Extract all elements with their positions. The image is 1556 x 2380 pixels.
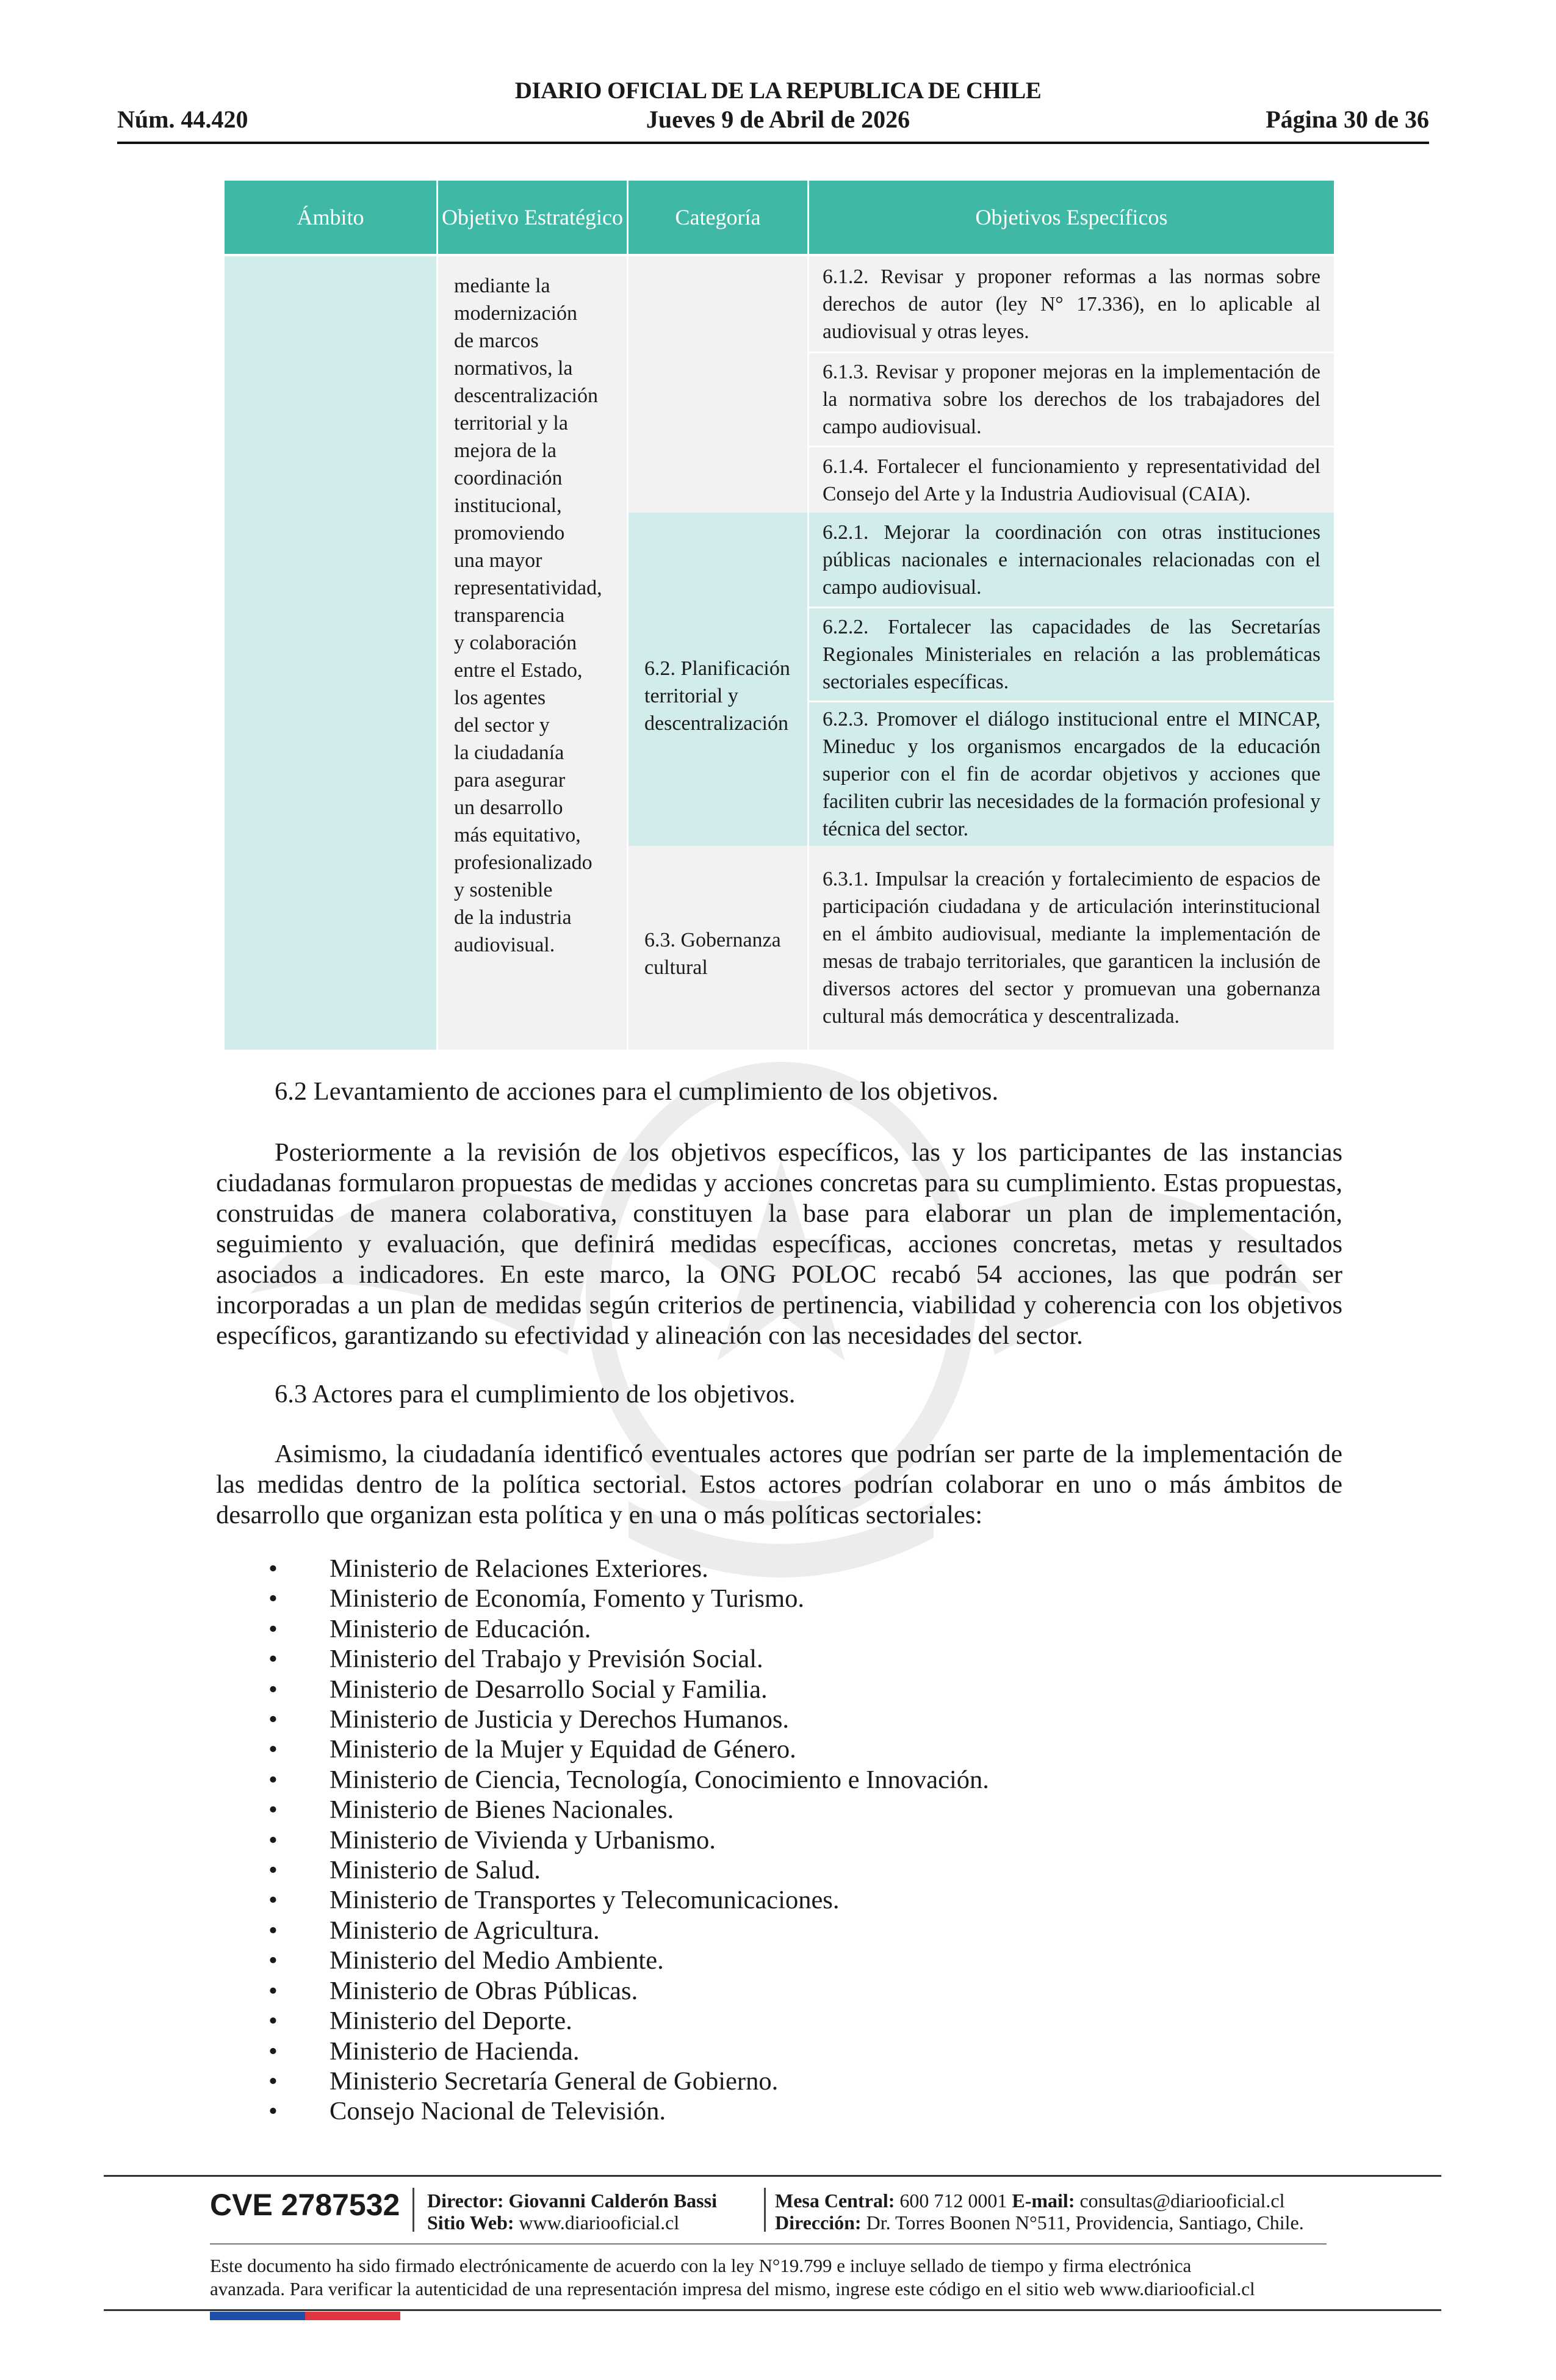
objetivo-line: los agentes (454, 687, 546, 709)
objetivo-line: descentralización (454, 384, 598, 407)
newspaper-title: DIARIO OFICIAL DE LA REPUBLICA DE CHILE (514, 78, 1042, 104)
list-item (268, 1554, 989, 1584)
objetivo-especifico-text: 6.2.3. Promover el diálogo institucional entre el MINCAP, Mineduc y los organismos encargados de la educación superior con el fin de acordar objetivos y acciones que faciliten cubrir las necesidades de la formación profesional y técnica del sector. (823, 708, 1320, 840)
list-item-text: Ministerio de Bienes Nacionales. (330, 1795, 674, 1825)
categoria-6-1-cell (629, 256, 807, 513)
list-item (268, 1976, 989, 2006)
col-header-ambito: Ámbito (225, 181, 438, 254)
objetivo-line: modernización (454, 302, 578, 325)
objetivo-line: normativos, la (454, 357, 573, 380)
list-item-text: Consejo Nacional de Televisión. (330, 2097, 666, 2126)
website-link[interactable]: www.diariooficial.cl (519, 2212, 680, 2234)
objetivo-especifico-row (809, 352, 1334, 445)
bullet-icon: • (268, 1946, 278, 1975)
objetivo-line: un desarrollo (454, 796, 563, 819)
cve-code: CVE 2787532 (210, 2188, 400, 2222)
list-item (268, 1614, 989, 1644)
bullet-icon: • (268, 1795, 278, 1825)
list-item (268, 1795, 989, 1825)
list-item-text: Ministerio de Ciencia, Tecnología, Conocimiento e Innovación. (330, 1765, 989, 1794)
objetivo-line: mejora de la (454, 439, 557, 462)
list-item-text: Ministerio de Hacienda. (330, 2036, 580, 2066)
col-header-categoria: Categoría (629, 181, 809, 254)
bullet-icon: • (268, 1645, 278, 1674)
footer-director-block (427, 2190, 717, 2234)
bullet-icon: • (268, 1705, 278, 1734)
objetivo-line: del sector y (454, 714, 550, 737)
bullet-icon: • (268, 1584, 278, 1614)
list-item (268, 1855, 989, 1885)
email-link[interactable]: consultas@diariooficial.cl (1079, 2190, 1285, 2212)
list-item-text: Ministerio de Relaciones Exteriores. (330, 1554, 708, 1583)
paragraph: Asimismo, la ciudadanía identificó eventuales actores que podrían ser parte de la implementación de las medidas dentro de la política sectorial. Estos actores podrían colaborar en uno o más ámbitos de desarrollo que organizan esta política y en una o más políticas sectoriales: (216, 1440, 1342, 1529)
col-header-especificos: Objetivos Específicos (809, 181, 1334, 254)
website-label: Sitio Web: (427, 2212, 514, 2234)
objetivo-estrategico-cell (438, 256, 627, 1050)
objetivo-especifico-text: 6.2.2. Fortalecer las capacidades de las Secretarías Regionales Ministeriales en relación a las problemáticas sectoriales específicas. (823, 616, 1320, 693)
objetivo-line: territorial y la (454, 412, 568, 435)
direccion-label: Dirección: (775, 2212, 862, 2234)
objetivo-line: y colaboración (454, 632, 577, 654)
section-6-2 (216, 1076, 1342, 1107)
list-item-text: Ministerio de Desarrollo Social y Familia. (330, 1675, 768, 1704)
bullet-icon: • (268, 2036, 278, 2066)
objetivo-line: promoviendo (454, 522, 565, 544)
objetivo-especifico-text: 6.2.1. Mejorar la coordinación con otras instituciones públicas nacionales e internacionales relacionadas con el campo audiovisual. (823, 521, 1320, 599)
footer-contact-block (775, 2190, 1304, 2234)
signature-note-line: Este documento ha sido firmado electrónicamente de acuerdo con la ley N°19.799 e incluye sellado de tiempo y firma electrónica (210, 2255, 1192, 2276)
section-6-3-paragraph (216, 1439, 1342, 1531)
objetivo-line: coordinación (454, 467, 563, 489)
issue-number: Núm. 44.420 (117, 106, 248, 133)
actors-list (268, 1554, 989, 2127)
objetivo-line: profesionalizado (454, 851, 593, 874)
objectives-table (225, 181, 1334, 1050)
objetivo-line: representatividad, (454, 577, 602, 599)
objetivo-line: una mayor (454, 549, 542, 572)
objetivo-especifico-row (809, 445, 1334, 513)
bullet-icon: • (268, 1916, 278, 1945)
ambito-cell (225, 256, 436, 1050)
bullet-icon: • (268, 1554, 278, 1583)
section-heading-6-2: 6.2 Levantamiento de acciones para el cumplimiento de los objetivos. (275, 1077, 999, 1106)
section-6-3 (216, 1379, 1342, 1410)
categoria-label: 6.3. Gobernanza cultural (644, 929, 781, 979)
objetivo-especifico-row (809, 256, 1334, 352)
categoria-label: 6.2. Planificación territorial y descentralización (644, 657, 790, 735)
bullet-icon: • (268, 1675, 278, 1704)
list-item-text: Ministerio de Vivienda y Urbanismo. (330, 1825, 716, 1855)
objetivo-especifico-row (809, 607, 1334, 701)
objetivo-especifico-row (809, 846, 1334, 1050)
footer-bottom-divider (104, 2309, 1441, 2311)
list-item-text: Ministerio de la Mujer y Equidad de Género. (330, 1735, 796, 1764)
bullet-icon: • (268, 2007, 278, 2036)
bullet-icon: • (268, 2097, 278, 2126)
footer-separator (764, 2188, 766, 2232)
list-item (268, 1644, 989, 1674)
objetivo-line: transparencia (454, 604, 565, 627)
list-item (268, 1584, 989, 1614)
objetivo-especifico-row (809, 513, 1334, 607)
bullet-icon: • (268, 1856, 278, 1885)
flag-stripe-blue (210, 2312, 305, 2320)
list-item (268, 1675, 989, 1704)
bullet-icon: • (268, 1614, 278, 1643)
mesa-central-label: Mesa Central: (775, 2190, 895, 2212)
list-item-text: Ministerio de Agricultura. (330, 1916, 600, 1945)
objetivo-especifico-text: 6.1.4. Fortalecer el funcionamiento y representatividad del Consejo del Arte y la Industria Audiovisual (CAIA). (823, 455, 1320, 505)
header-divider (117, 142, 1429, 144)
objetivo-line: la ciudadanía (454, 741, 564, 764)
list-item-text: Ministerio de Salud. (330, 1856, 541, 1885)
objetivo-line: mediante la (454, 275, 550, 297)
col-header-objetivo: Objetivo Estratégico (438, 181, 629, 254)
objetivo-line: audiovisual. (454, 934, 555, 956)
email-label: E-mail: (1012, 2190, 1075, 2212)
director-label: Director: (427, 2190, 504, 2212)
list-item-text: Ministerio del Deporte. (330, 2007, 572, 2036)
list-item (268, 2096, 989, 2126)
objetivo-line: de la industria (454, 906, 572, 929)
footer-thin-divider (210, 2243, 1327, 2245)
bullet-icon: • (268, 1886, 278, 1915)
objetivo-especifico-row (809, 701, 1334, 846)
list-item (268, 2066, 989, 2096)
direccion-value: Dr. Torres Boonen N°511, Providencia, Santiago, Chile. (866, 2212, 1304, 2234)
signature-note (210, 2254, 1327, 2301)
list-item-text: Ministerio de Obras Públicas. (330, 1976, 638, 2005)
bullet-icon: • (268, 1735, 278, 1764)
objetivo-line: entre el Estado, (454, 659, 583, 682)
list-item-text: Ministerio de Justicia y Derechos Humanos. (330, 1705, 790, 1734)
paragraph: Posteriormente a la revisión de los objetivos específicos, las y los participantes de las instancias ciudadanas formularon propuestas de medidas y acciones concretas para su cumplimiento. Estas propuestas, construidas de manera colaborativa, constituyen la base para elaborar un plan de implementación, seguimiento y evaluación, que definirá medidas específicas, acciones concretas, metas y resultados asociados a indicadores. En este marco, la ONG POLOC recabó 54 acciones, las que podrán ser incorporadas a un plan de medidas según criterios de pertinencia, viabilidad y coherencia con los objetivos específicos, garantizando su efectividad y alineación con las necesidades del sector. (216, 1138, 1342, 1350)
list-item (268, 1734, 989, 1764)
list-item-text: Ministerio de Educación. (330, 1614, 591, 1643)
bullet-icon: • (268, 1765, 278, 1794)
list-item-text: Ministerio del Trabajo y Previsión Social. (330, 1645, 763, 1674)
footer-separator (412, 2188, 414, 2232)
objetivo-line: institucional, (454, 494, 562, 517)
list-item (268, 1765, 989, 1795)
objetivo-especifico-text: 6.1.2. Revisar y proponer reformas a las normas sobre derechos de autor (ley N° 17.336), en lo aplicable al audiovisual y otras leyes. (823, 265, 1320, 343)
list-item (268, 1945, 989, 1975)
list-item (268, 1885, 989, 1915)
list-item-text: Ministerio de Transportes y Telecomunicaciones. (330, 1886, 840, 1915)
objetivo-line: para asegurar (454, 769, 566, 792)
list-item (268, 2006, 989, 2036)
list-item (268, 1916, 989, 1945)
director-name: Giovanni Calderón Bassi (508, 2190, 717, 2212)
list-item (268, 1825, 989, 1855)
issue-date: Jueves 9 de Abril de 2026 (646, 106, 910, 133)
categoria-6-3-cell (629, 846, 807, 1050)
objetivo-line: de marcos (454, 330, 539, 352)
list-item (268, 1704, 989, 1734)
list-item-text: Ministerio del Medio Ambiente. (330, 1946, 664, 1975)
flag-stripe-red (305, 2312, 400, 2320)
list-item-text: Ministerio de Economía, Fomento y Turismo. (330, 1584, 804, 1614)
section-6-2-paragraph (216, 1138, 1342, 1351)
list-item (268, 2036, 989, 2066)
page-number: Página 30 de 36 (1266, 106, 1429, 133)
bullet-icon: • (268, 2066, 278, 2096)
objetivo-line: y sostenible (454, 879, 553, 901)
objetivo-line: más equitativo, (454, 824, 581, 846)
footer-divider (104, 2175, 1441, 2177)
objetivo-especifico-text: 6.3.1. Impulsar la creación y fortalecimiento de espacios de participación ciudadana y de articulación interinstitucional en el ámbito audiovisual, mediante la implementación de mesas de trabajo territoriales, que garanticen la inclusión de diversos actores del sector y promuevan una gobernanza cultural más democrática y descentralizada. (823, 868, 1320, 1028)
signature-note-line: avanzada. Para verificar la autenticidad de una representación impresa del mismo, ingrese este código en el sitio web www.diariooficial.cl (210, 2278, 1255, 2299)
mesa-central-phone: 600 712 0001 (899, 2190, 1007, 2212)
bullet-icon: • (268, 1825, 278, 1855)
bullet-icon: • (268, 1976, 278, 2005)
list-item-text: Ministerio Secretaría General de Gobierno. (330, 2066, 779, 2096)
section-heading-6-3: 6.3 Actores para el cumplimiento de los objetivos. (275, 1380, 796, 1408)
categoria-6-2-cell (629, 513, 807, 846)
objetivo-especifico-text: 6.1.3. Revisar y proponer mejoras en la implementación de la normativa sobre los derechos de los trabajadores del campo audiovisual. (823, 361, 1320, 438)
